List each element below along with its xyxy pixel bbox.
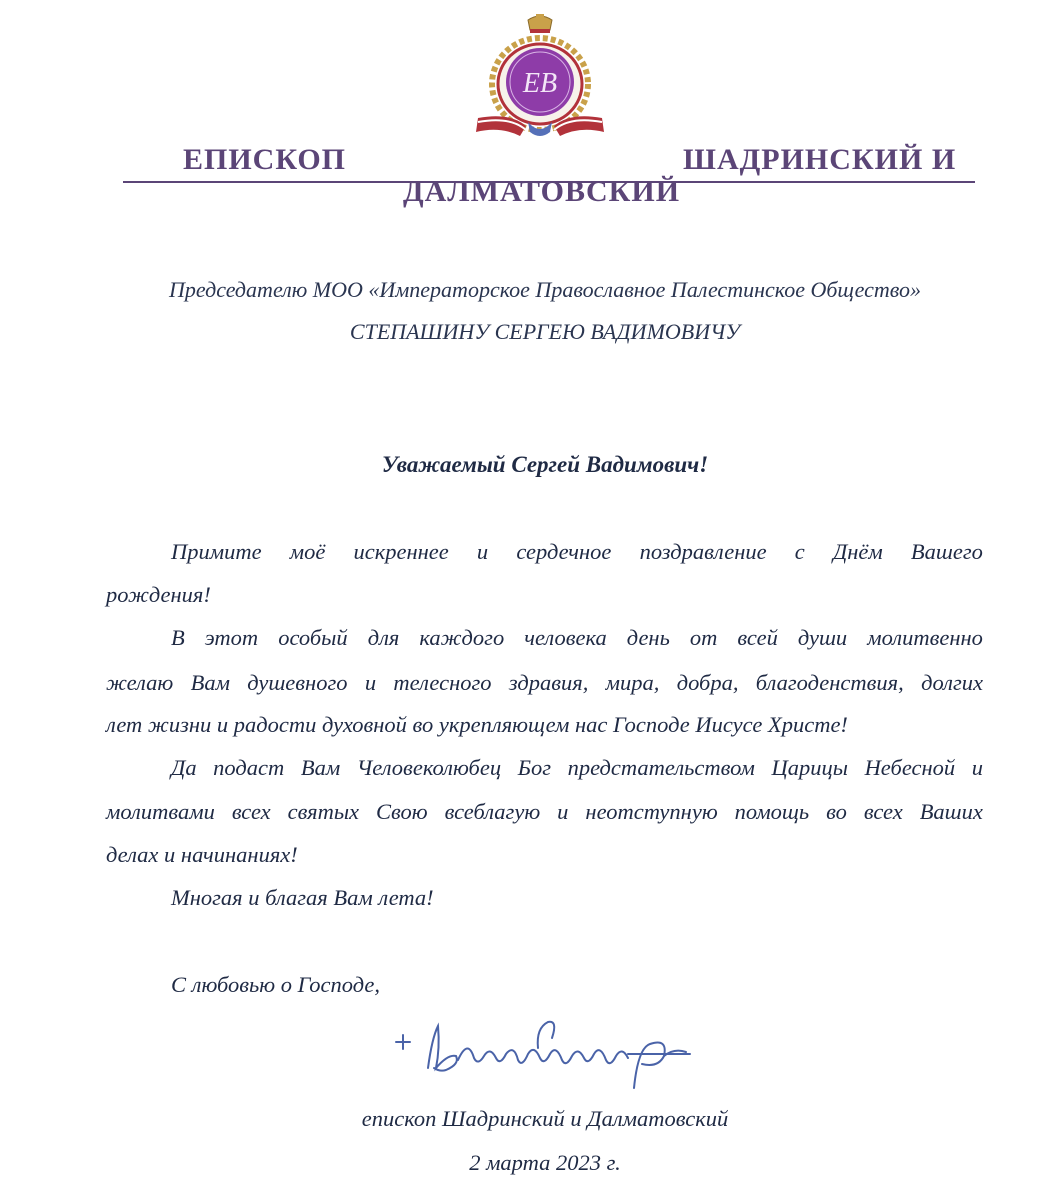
body-word: Царицы [771,755,848,780]
body-word: подаст [213,755,285,780]
body-word: и [557,799,569,824]
body-word: и [476,539,489,564]
body-line: делах и начинаниях! [106,842,298,867]
header-title-right: ШАДРИНСКИЙ И [683,143,957,176]
body-word: душевного [247,670,348,695]
salutation: Уважаемый Сергей Вадимович! [381,452,709,477]
signatory-title: епископ Шадринский и Далматовский [361,1106,729,1131]
body-line: лет жизни и радости духовной во укрепляющем нас Господе Иисусе Христе! [106,712,848,737]
body-word: и [971,755,983,780]
header-title-left: ЕПИСКОП [183,143,347,176]
body-word: всех [863,799,903,824]
body-word: Небесной [864,755,956,780]
body-word: Примите [171,539,262,564]
body-word: Вам [190,670,230,695]
body-word: молитвами [106,799,215,824]
svg-text:ЕВ: ЕВ [522,68,558,99]
body-word: здравия, [508,670,589,695]
body-word: долгих [921,670,983,695]
header-title-second-line: ДАЛМАТОВСКИЙ [403,175,681,208]
body-word: во [826,799,847,824]
body-word: предстательством [567,755,755,780]
body-word: Да [171,755,197,780]
body-word: человека [524,625,607,650]
body-word: с [794,539,805,564]
body-line [171,757,983,780]
body-line [171,627,983,650]
body-word: Вашего [910,539,983,564]
body-word: от [689,625,718,650]
body-word: мира, [605,670,660,695]
body-word: для [367,625,400,650]
body-word: сердечное [516,539,612,564]
body-word: души [797,625,848,650]
body-word: и [364,670,377,695]
body-word: Ваших [919,799,983,824]
body-word: Человеколюбец [356,755,502,780]
body-word: Свою [376,799,428,824]
body-word: неотступную [585,799,718,824]
body-word: всех [231,799,271,824]
body-line [106,801,983,824]
body-word: моё [289,539,326,564]
body-word: В [171,625,185,650]
body-word: желаю [106,670,174,695]
body-word: Вам [300,755,341,780]
body-word: телесного [393,670,492,695]
body-word: помощь [734,799,810,824]
body-word: Днём [832,539,883,564]
handwritten-signature [388,1008,708,1098]
addressee-line-2: СТЕПАШИНУ СЕРГЕЮ ВАДИМОВИЧУ [349,319,741,344]
body-word: особый [278,625,348,650]
letter-date: 2 марта 2023 г. [469,1150,621,1175]
body-word: добра, [676,670,739,695]
closing-phrase: С любовью о Господе, [171,972,380,997]
body-word: искреннее [353,539,449,564]
body-word: этот [204,625,259,650]
body-word: день [626,625,670,650]
addressee-line-1: Председателю МОО «Императорское Православное Палестинское Общество» [169,277,921,302]
body-word: молитвенно [867,625,983,650]
body-word: поздравление [639,539,767,564]
body-word: всеблагую [444,799,541,824]
body-word: каждого [419,625,505,650]
body-word: благоденствия, [755,670,904,695]
crown-icon [528,14,552,33]
body-line [106,672,983,695]
body-line: Многая и благая Вам лета! [171,885,434,910]
crest-emblem [470,14,610,140]
body-line: рождения! [106,582,211,607]
body-word: святых [287,799,360,824]
body-line [171,541,983,564]
body-word: всей [737,625,778,650]
body-word: Бог [517,755,552,780]
